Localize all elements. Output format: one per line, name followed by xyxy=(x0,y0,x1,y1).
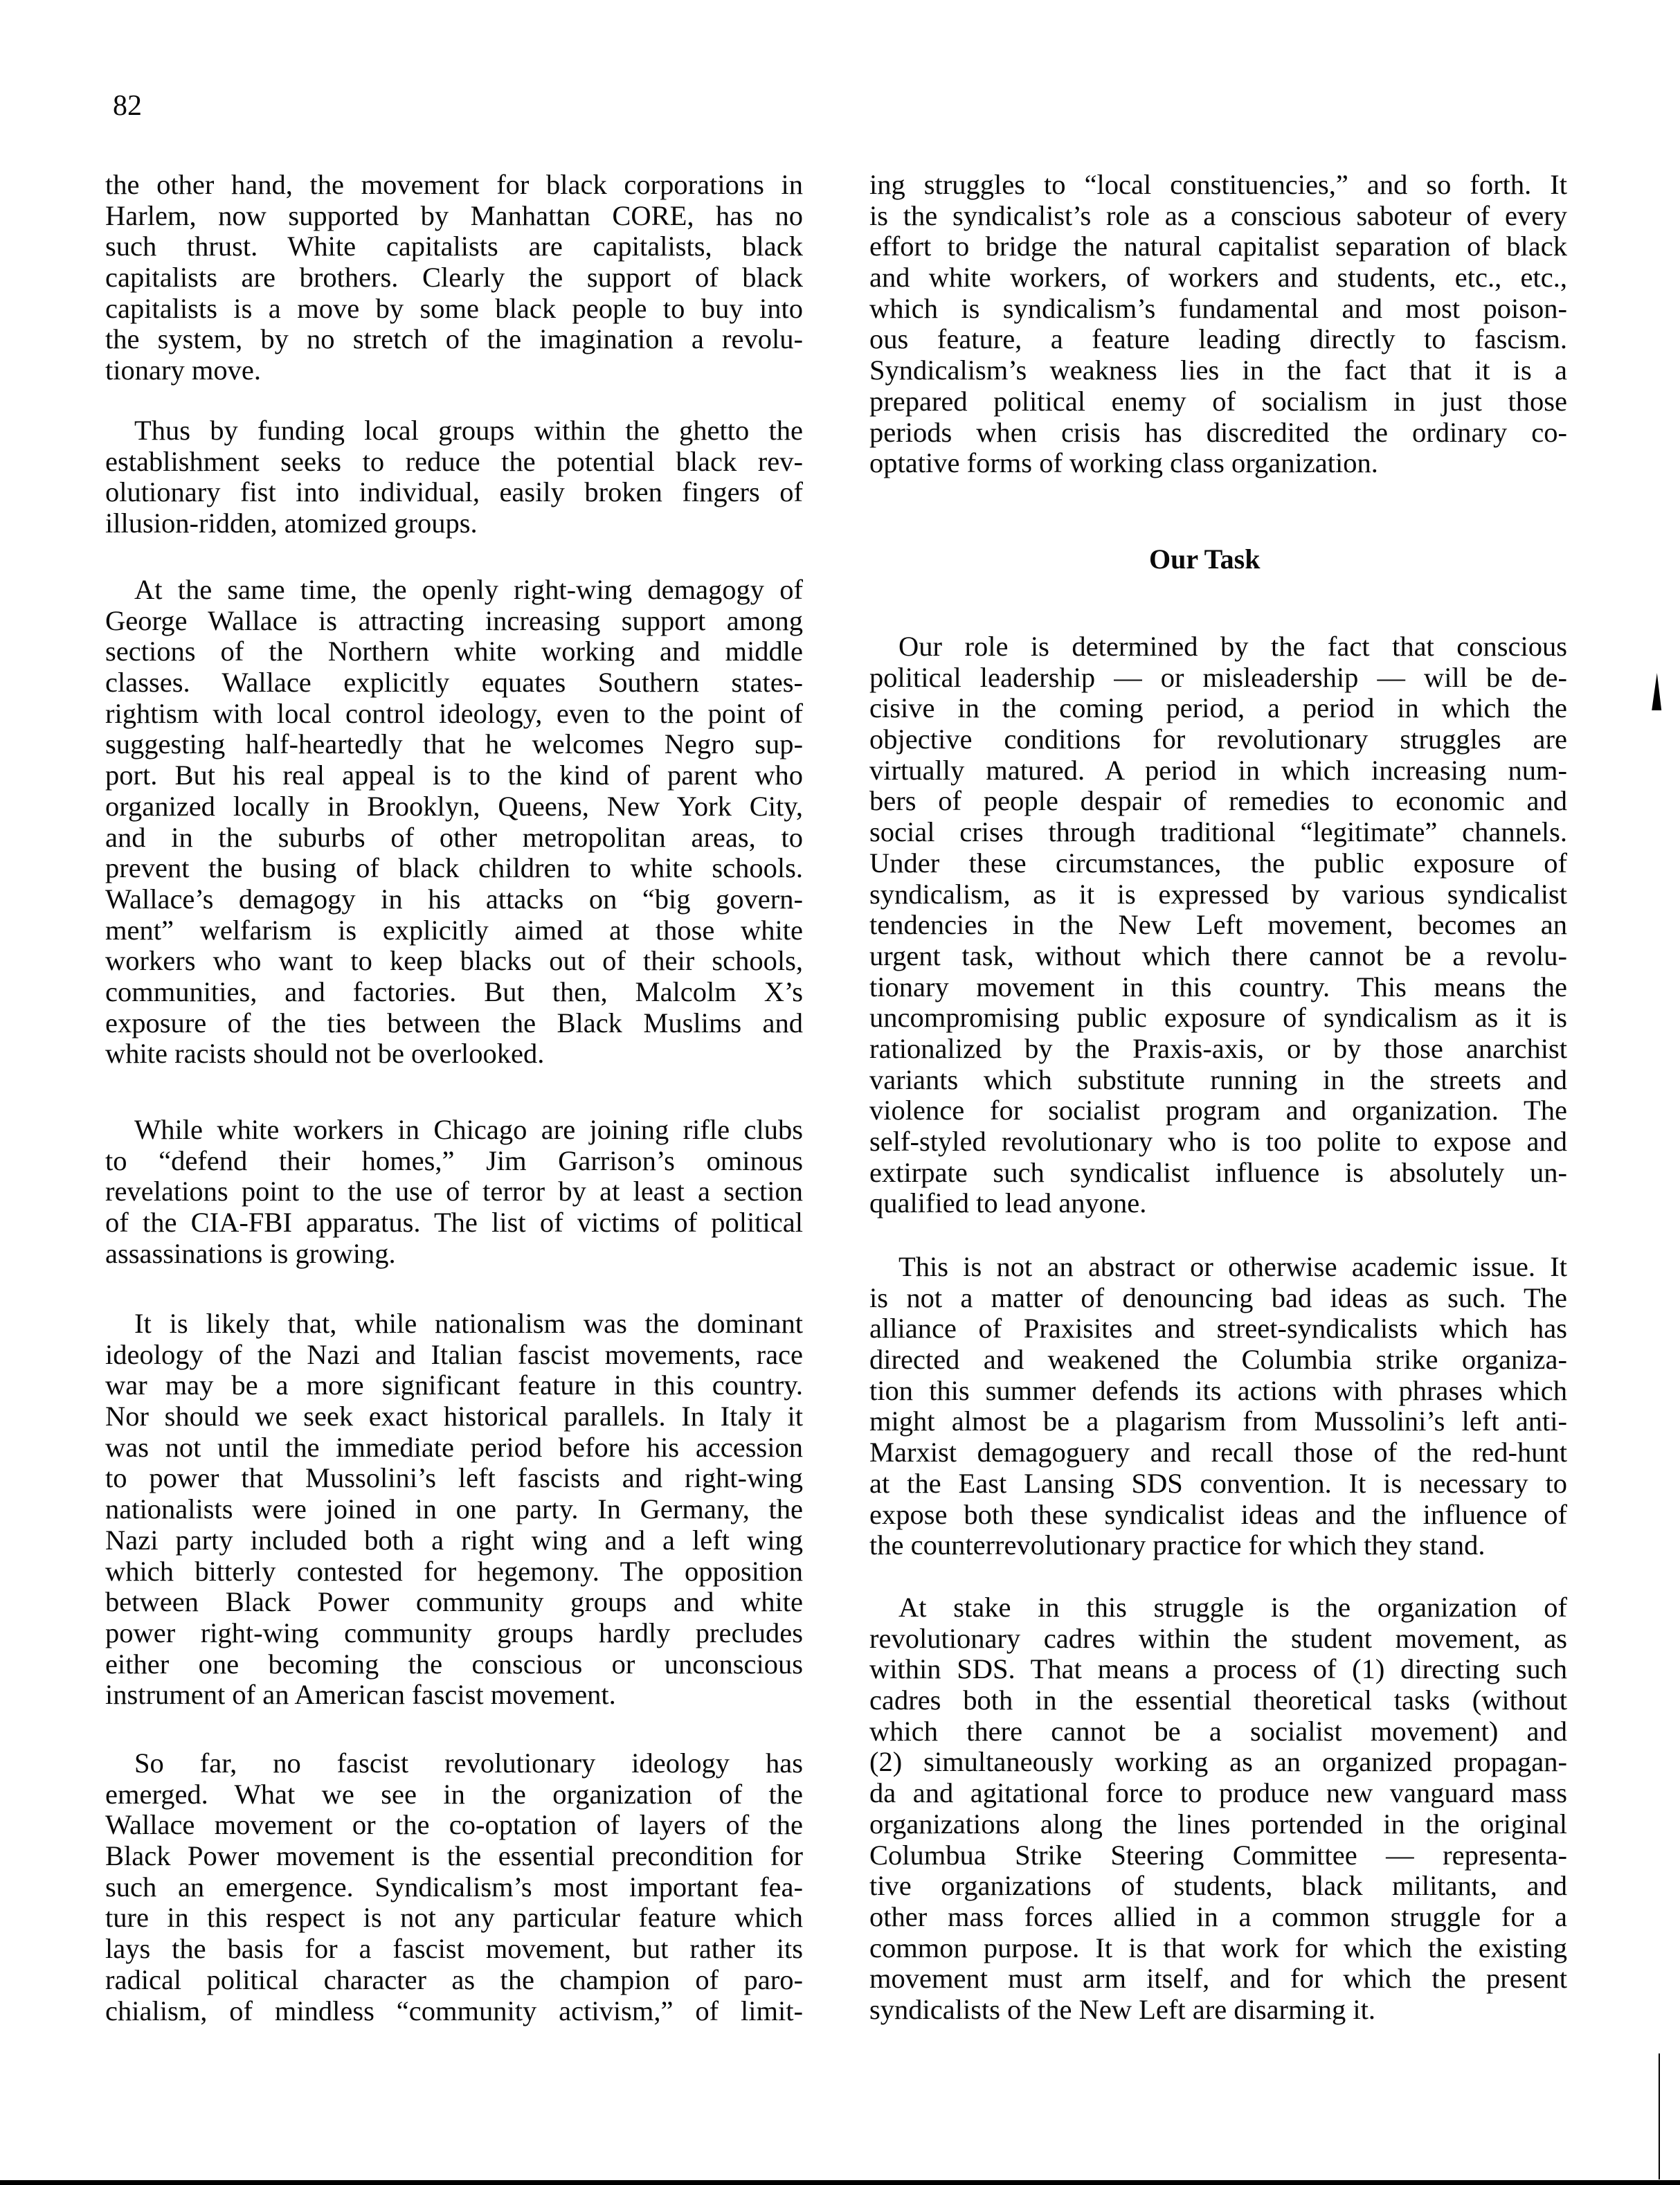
text-line: cisive in the coming period, a period in which the xyxy=(869,692,1567,724)
paragraph xyxy=(869,631,1567,1219)
text-line: Syndicalism’s weakness lies in the fact that it is a xyxy=(869,354,1567,386)
text-line: communities, and factories. But then, Malcolm X’s xyxy=(105,975,803,1007)
text-line: ideology of the Nazi and Italian fascist movements, race xyxy=(105,1338,803,1370)
text-line: prepared political enemy of socialism in just those xyxy=(869,385,1567,417)
text-line: such thrust. White capitalists are capitalists, black xyxy=(105,231,803,262)
paragraph xyxy=(105,170,803,386)
text-line: ous feature, a feature leading directly to fascism. xyxy=(869,323,1567,355)
text-line: tive organizations of students, black militants, and xyxy=(869,1870,1567,1902)
text-line: assassinations is growing. xyxy=(105,1237,396,1269)
text-line: extirpate such syndicalist influence is absolutely un- xyxy=(869,1156,1567,1188)
text-line: might almost be a plagarism from Mussolini’s left anti- xyxy=(869,1405,1567,1437)
text-line: (2) simultaneously working as an organized propagan- xyxy=(869,1746,1567,1778)
page-bottom-edge xyxy=(0,2180,1680,2185)
text-line: George Wallace is attracting increasing support among xyxy=(105,604,803,636)
text-line: radical political character as the champion of paro- xyxy=(105,1963,803,1995)
text-line: movement must arm itself, and for which the present xyxy=(869,1963,1567,1995)
text-line: war may be a more significant feature in this country. xyxy=(105,1369,803,1401)
text-line: virtually matured. A period in which increasing num- xyxy=(869,754,1567,786)
text-line: between Black Power community groups and white xyxy=(105,1586,803,1618)
text-line: This is not an abstract or otherwise academic issue. It xyxy=(898,1251,1567,1282)
text-line: emerged. What we see in the organization of the xyxy=(105,1778,803,1810)
text-line: urgent task, without which there cannot be a revolu- xyxy=(869,939,1567,971)
text-line: alliance of Praxisites and street-syndicalists which has xyxy=(869,1313,1567,1345)
paragraph xyxy=(869,1252,1567,1561)
paragraph xyxy=(105,1115,803,1269)
text-line: illusion-ridden, atomized groups. xyxy=(105,507,478,539)
text-line: While white workers in Chicago are joining rifle clubs xyxy=(134,1114,803,1145)
text-line: of the CIA-FBI apparatus. The list of victims of political xyxy=(105,1207,803,1239)
text-line: organized locally in Brooklyn, Queens, New York City, xyxy=(105,790,803,822)
text-line: Our role is determined by the fact that conscious xyxy=(898,631,1567,662)
text-line: At the same time, the openly right-wing demagogy of xyxy=(134,574,803,605)
text-line: So far, no fascist revolutionary ideology has xyxy=(134,1747,803,1779)
text-line: which is syndicalism’s fundamental and most poison- xyxy=(869,292,1567,324)
text-line: port. But his real appeal is to the kind of parent who xyxy=(105,759,803,791)
text-line: Columbua Strike Steering Committee — representa- xyxy=(869,1839,1567,1871)
text-line: other mass forces allied in a common struggle for a xyxy=(869,1900,1567,1932)
text-line: within SDS. That means a process of (1) directing such xyxy=(869,1653,1567,1685)
text-line: such an emergence. Syndicalism’s most important fea- xyxy=(105,1871,803,1903)
text-line: syndicalism, as it is expressed by various syndicalist xyxy=(869,878,1567,910)
text-line: self-styled revolutionary who is too polite to expose and xyxy=(869,1126,1567,1157)
text-line: Wallace’s demagogy in his attacks on “big govern- xyxy=(105,883,803,915)
text-line: the counterrevolutionary practice for which they stand. xyxy=(869,1529,1485,1561)
text-line: violence for socialist program and organization. The xyxy=(869,1095,1567,1126)
text-line: rightism with local control ideology, even to the point of xyxy=(105,697,803,729)
text-line: effort to bridge the natural capitalist separation of black xyxy=(869,231,1567,262)
text-line: It is likely that, while nationalism was the dominant xyxy=(134,1308,803,1339)
text-line: to power that Mussolini’s left fascists and right-wing xyxy=(105,1462,803,1494)
text-line: qualified to lead anyone. xyxy=(869,1187,1147,1219)
section-heading: Our Task xyxy=(1149,543,1261,575)
text-line: capitalists is a move by some black people to buy into xyxy=(105,292,803,324)
text-line: olutionary fist into individual, easily broken fingers of xyxy=(105,476,803,508)
text-line: the system, by no stretch of the imagination a revolu- xyxy=(105,323,803,355)
text-line: the other hand, the movement for black corporations in xyxy=(105,169,803,200)
margin-mark-icon xyxy=(1652,673,1677,710)
text-line: Wallace movement or the co-optation of layers of the xyxy=(105,1809,803,1841)
text-line: tionary movement in this country. This means the xyxy=(869,971,1567,1002)
text-line: workers who want to keep blacks out of their schools, xyxy=(105,945,803,977)
text-line: prevent the busing of black children to white schools. xyxy=(105,852,803,884)
text-line: expose both these syndicalist ideas and the influence of xyxy=(869,1498,1567,1530)
text-line: sections of the Northern white working and middle xyxy=(105,636,803,667)
text-line: Thus by funding local groups within the ghetto the xyxy=(134,415,803,446)
paragraph xyxy=(105,1748,803,2026)
text-line: ment” welfarism is explicitly aimed at those white xyxy=(105,914,803,946)
text-line: optative forms of working class organization. xyxy=(869,447,1378,479)
text-line: nationalists were joined in one party. In Germany, the xyxy=(105,1493,803,1525)
text-line: rationalized by the Praxis-axis, or by those anarchist xyxy=(869,1032,1567,1064)
text-line: directed and weakened the Columbia strike organiza- xyxy=(869,1344,1567,1376)
text-line: capitalists are brothers. Clearly the support of black xyxy=(105,262,803,294)
text-line: and in the suburbs of other metropolitan areas, to xyxy=(105,821,803,853)
text-line: ing struggles to “local constituencies,” and so forth. It xyxy=(869,169,1567,200)
text-line: which there cannot be a socialist movement) and xyxy=(869,1715,1567,1747)
text-line: suggesting half-heartedly that he welcomes Negro sup- xyxy=(105,728,803,760)
text-line: to “defend their homes,” Jim Garrison’s ominous xyxy=(105,1144,803,1176)
text-line: da and agitational force to produce new vanguard mass xyxy=(869,1777,1567,1809)
paragraph xyxy=(105,415,803,539)
text-line: common purpose. It is that work for which the existing xyxy=(869,1932,1567,1963)
text-line: organizations along the lines portended in the original xyxy=(869,1808,1567,1840)
text-line: bers of people despair of remedies to economic and xyxy=(869,785,1567,817)
text-line: uncompromising public exposure of syndicalism as it is xyxy=(869,1002,1567,1034)
text-line: is not a matter of denouncing bad ideas as such. The xyxy=(869,1282,1567,1313)
text-line: chialism, of mindless “community activism,” of limit- xyxy=(105,1995,803,2026)
paragraph xyxy=(105,575,803,1070)
paragraph xyxy=(105,1309,803,1711)
text-line: periods when crisis has discredited the ordinary co- xyxy=(869,416,1567,448)
text-line: was not until the immediate period before his accession xyxy=(105,1431,803,1463)
text-line: Nor should we seek exact historical parallels. In Italy it xyxy=(105,1401,803,1432)
text-line: lays the basis for a fascist movement, but rather its xyxy=(105,1933,803,1965)
page-edge-line xyxy=(1659,2053,1660,2179)
page-number: 82 xyxy=(113,90,142,122)
paragraph xyxy=(869,170,1567,479)
text-line: revolutionary cadres within the student movement, as xyxy=(869,1622,1567,1654)
text-line: classes. Wallace explicitly equates Southern states- xyxy=(105,667,803,699)
text-line: objective conditions for revolutionary struggles are xyxy=(869,723,1567,755)
text-line: power right-wing community groups hardly precludes xyxy=(105,1617,803,1648)
text-line: ture in this respect is not any particular feature which xyxy=(105,1902,803,1934)
text-line: social crises through traditional “legitimate” channels. xyxy=(869,816,1567,848)
text-line: which bitterly contested for hegemony. The opposition xyxy=(105,1555,803,1587)
text-line: is the syndicalist’s role as a conscious saboteur of every xyxy=(869,199,1567,231)
text-line: tendencies in the New Left movement, becomes an xyxy=(869,909,1567,941)
paragraph xyxy=(869,1592,1567,2026)
text-line: Marxist demagoguery and recall those of the red-hunt xyxy=(869,1437,1567,1468)
text-line: variants which substitute running in the streets and xyxy=(869,1063,1567,1095)
text-line: and white workers, of workers and students, etc., etc., xyxy=(869,262,1567,294)
text-line: Nazi party included both a right wing and a left wing xyxy=(105,1524,803,1556)
text-line: either one becoming the conscious or unconscious xyxy=(105,1648,803,1680)
text-line: tionary move. xyxy=(105,354,261,386)
text-line: instrument of an American fascist movement. xyxy=(105,1679,616,1711)
text-line: tion this summer defends its actions with phrases which xyxy=(869,1374,1567,1406)
text-line: political leadership — or misleadership — will be de- xyxy=(869,661,1567,693)
text-line: establishment seeks to reduce the potential black rev- xyxy=(105,445,803,477)
text-line: Harlem, now supported by Manhattan CORE, has no xyxy=(105,199,803,231)
text-line: revelations point to the use of terror by at least a section xyxy=(105,1176,803,1207)
text-line: white racists should not be overlooked. xyxy=(105,1038,545,1070)
text-line: cadres both in the essential theoretical tasks (without xyxy=(869,1684,1567,1716)
text-line: exposure of the ties between the Black Muslims and xyxy=(105,1007,803,1038)
text-line: at the East Lansing SDS convention. It is necessary to xyxy=(869,1467,1567,1499)
text-line: Black Power movement is the essential precondition for xyxy=(105,1840,803,1872)
text-line: syndicalists of the New Left are disarming it. xyxy=(869,1993,1376,2025)
text-line: Under these circumstances, the public exposure of xyxy=(869,847,1567,879)
text-line: At stake in this struggle is the organization of xyxy=(898,1592,1567,1623)
